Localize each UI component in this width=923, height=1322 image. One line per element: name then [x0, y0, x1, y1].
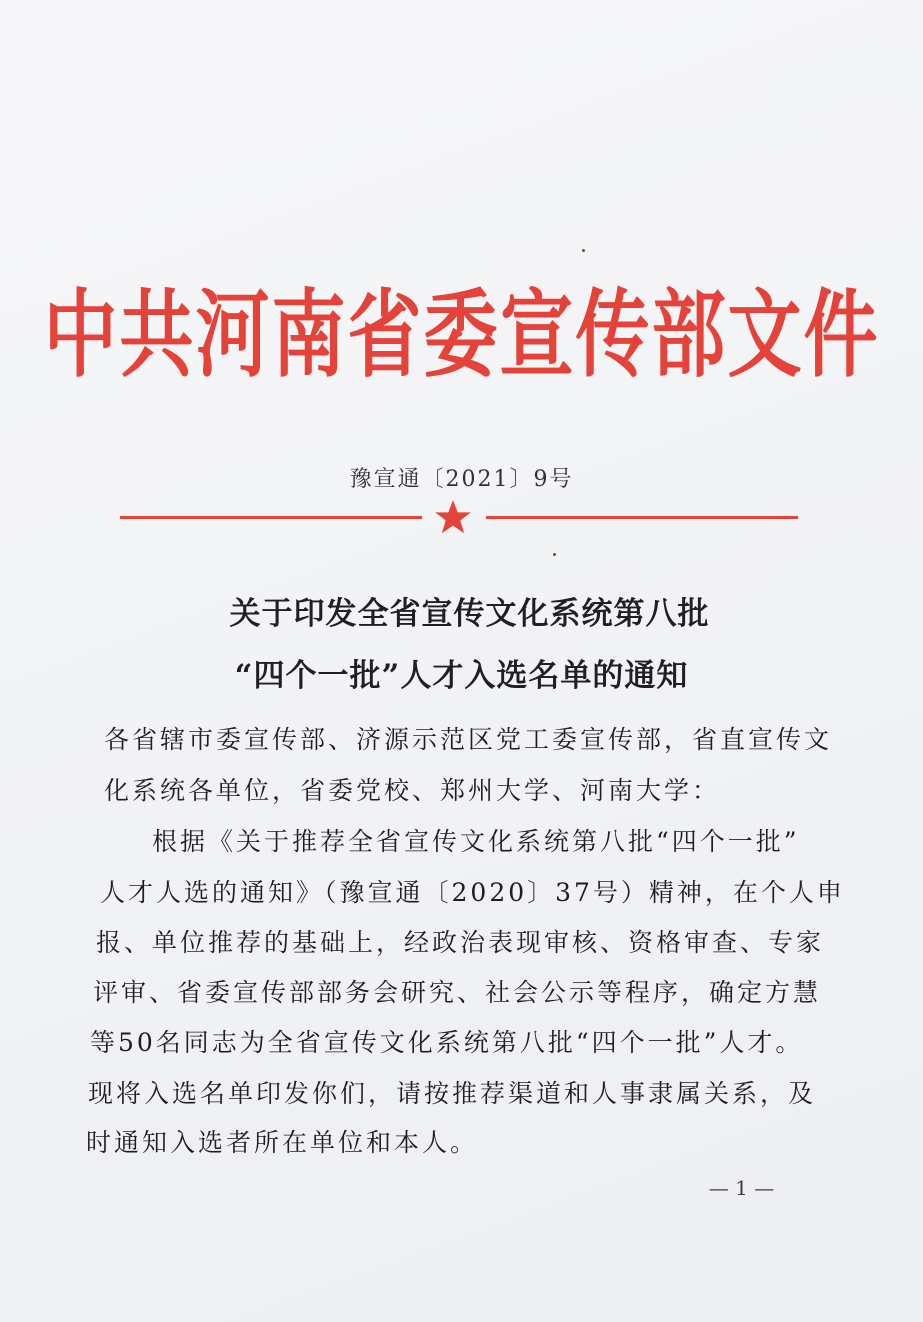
- body-line: 等50名同志为全省宣传文化系统第八批“四个一批”人才。: [90, 1028, 804, 1057]
- speck: [582, 249, 585, 252]
- body-line: 评审、省委宣传部部务会研究、社会公示等程序，确定方慧: [93, 978, 822, 1007]
- body-line: 时通知入选者所在单位和本人。: [86, 1128, 479, 1157]
- body-line: 人才人选的通知》（豫宣通〔2020〕37号）精神，在个人申: [100, 878, 845, 907]
- body-line: 根据《关于推荐全省宣传文化系统第八批“四个一批”: [152, 827, 800, 856]
- star-icon: [433, 497, 473, 537]
- body-line: 现将入选名单印发你们，请按推荐渠道和人事隶属关系，及: [88, 1079, 817, 1108]
- notice-title-line-1: 关于印发全省宣传文化系统第八批: [229, 596, 710, 632]
- document-number: 豫宣通〔2021〕9号: [349, 467, 574, 492]
- body-line: 报、单位推荐的基础上，经政治表现审核、资格审查、专家: [96, 928, 825, 957]
- body-line: 化系统各单位，省委党校、郑州大学、河南大学：: [104, 776, 721, 805]
- red-rule-right: [486, 516, 798, 519]
- page-number: — 1 —: [708, 1176, 775, 1200]
- red-rule-left: [120, 516, 422, 519]
- notice-title-line-2: “四个一批”人才入选名单的通知: [234, 658, 689, 694]
- masthead-title: 中共河南省委宣传部文件: [43, 280, 880, 391]
- speck: [553, 553, 556, 556]
- body-line: 各省辖市委宣传部、济源示范区党工委宣传部，省直宣传文: [104, 725, 833, 754]
